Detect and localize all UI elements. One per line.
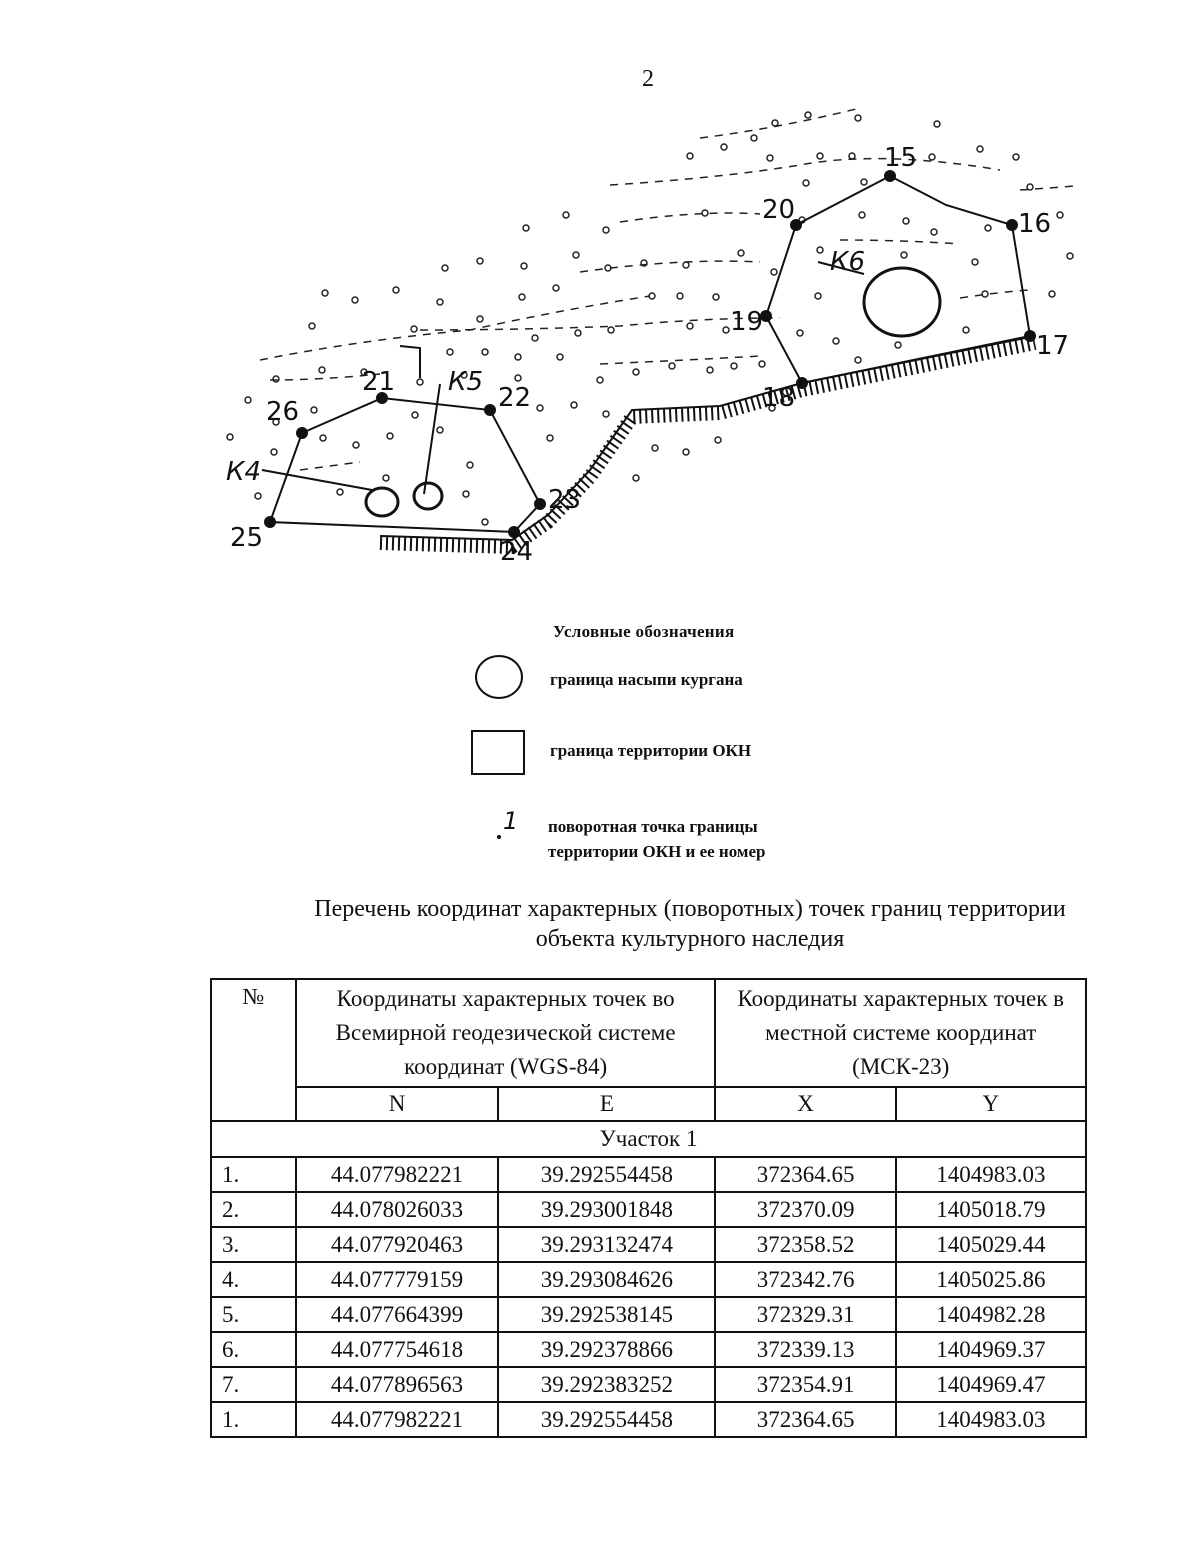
cell-y: 1404982.28 [896,1297,1086,1332]
caption-line-2: объекта культурного наследия [535,926,845,952]
table-row [211,1227,1086,1262]
cell-y: 1405025.86 [896,1262,1086,1297]
cell-no: 4. [211,1262,296,1297]
col-header-y: Y [896,1087,1086,1121]
kurgan-label: К6 [830,247,866,277]
cell-e: 39.292538145 [498,1297,715,1332]
cell-x: 372342.76 [715,1262,895,1297]
cell-n: 44.077664399 [296,1297,499,1332]
cell-no: 6. [211,1332,296,1367]
point-label: 20 [762,195,796,225]
cell-n: 44.077982221 [296,1402,499,1437]
point-label: 19 [730,307,764,337]
site-map [0,90,1200,580]
cell-y: 1405018.79 [896,1192,1086,1227]
point-label: 22 [498,383,532,413]
table-caption [190,894,1190,954]
table-header-row [211,979,1086,1087]
cell-x: 372364.65 [715,1402,895,1437]
point-label: 24 [500,537,534,567]
legend-point-number: 1 [503,807,519,835]
cell-e: 39.292383252 [498,1367,715,1402]
legend-title: Условные обозначения [553,622,735,641]
turning-points [264,170,1036,538]
col-header-e: E [498,1087,715,1121]
col-header-msk: Координаты характерных точек в местной системе координат (МСК-23) [715,979,1086,1087]
table-row [211,1157,1086,1192]
legend-label-point-line2: территории ОКН и ее номер [548,842,766,861]
table-row [211,1262,1086,1297]
cell-no: 5. [211,1297,296,1332]
col-header-wgs: Координаты характерных точек во Всемирной геодезической системе координат (WGS-84) [296,979,716,1087]
point-label: 15 [884,143,918,173]
table-row [211,1367,1086,1402]
cell-e: 39.292554458 [498,1402,715,1437]
coordinates-table [210,978,1087,1438]
point-label: 21 [362,367,396,397]
cell-n: 44.077754618 [296,1332,499,1367]
cell-n: 44.077779159 [296,1262,499,1297]
legend-label-kurgan: граница насыпи кургана [550,670,743,689]
cell-no: 1. [211,1402,296,1437]
point-icon [497,835,501,839]
point-label: 16 [1018,209,1052,239]
cell-no: 1. [211,1157,296,1192]
cell-no: 3. [211,1227,296,1262]
cell-x: 372329.31 [715,1297,895,1332]
cell-x: 372354.91 [715,1367,895,1402]
kurgan-label: К5 [448,367,484,397]
table-row [211,1192,1086,1227]
cell-no: 7. [211,1367,296,1402]
table-row [211,1402,1086,1437]
caption-line-1: Перечень координат характерных (поворотных) точек границ территории [314,896,1066,922]
point-label: 17 [1036,331,1070,361]
cell-e: 39.293084626 [498,1262,715,1297]
cell-y: 1405029.44 [896,1227,1086,1262]
table-row [211,1332,1086,1367]
legend-label-point-line1: поворотная точка границы [548,817,758,836]
cell-y: 1404983.03 [896,1402,1086,1437]
territory-boundary [262,176,1030,532]
cell-n: 44.077896563 [296,1367,499,1402]
circle-icon [475,655,523,699]
cell-e: 39.292554458 [498,1157,715,1192]
cell-no: 2. [211,1192,296,1227]
point-label: 18 [762,383,796,413]
cell-x: 372370.09 [715,1192,895,1227]
square-icon [471,730,525,775]
cell-x: 372364.65 [715,1157,895,1192]
point-label: 26 [266,397,300,427]
legend-label-territory: граница территории ОКН [550,741,752,760]
col-header-number: № [211,979,296,1121]
cell-e: 39.292378866 [498,1332,715,1367]
cell-x: 372358.52 [715,1227,895,1262]
legend-label-point [548,814,765,864]
cell-x: 372339.13 [715,1332,895,1367]
section-label: Участок 1 [211,1121,1086,1157]
cell-y: 1404983.03 [896,1157,1086,1192]
point-label: 23 [548,485,582,515]
cell-e: 39.293132474 [498,1227,715,1262]
map-dashed-lines [260,108,1075,470]
map-scatter-markers [227,112,1073,525]
col-header-x: X [715,1087,895,1121]
col-header-n: N [296,1087,499,1121]
cell-n: 44.077920463 [296,1227,499,1262]
table-subheader-row [211,1087,1086,1121]
point-label: 25 [230,523,264,553]
cell-n: 44.077982221 [296,1157,499,1192]
cell-e: 39.293001848 [498,1192,715,1227]
page-number: 2 [642,66,654,92]
cell-y: 1404969.47 [896,1367,1086,1402]
cell-y: 1404969.37 [896,1332,1086,1367]
kurgan-label: К4 [226,457,262,487]
table-row [211,1297,1086,1332]
cell-n: 44.078026033 [296,1192,499,1227]
table-section-row [211,1121,1086,1157]
